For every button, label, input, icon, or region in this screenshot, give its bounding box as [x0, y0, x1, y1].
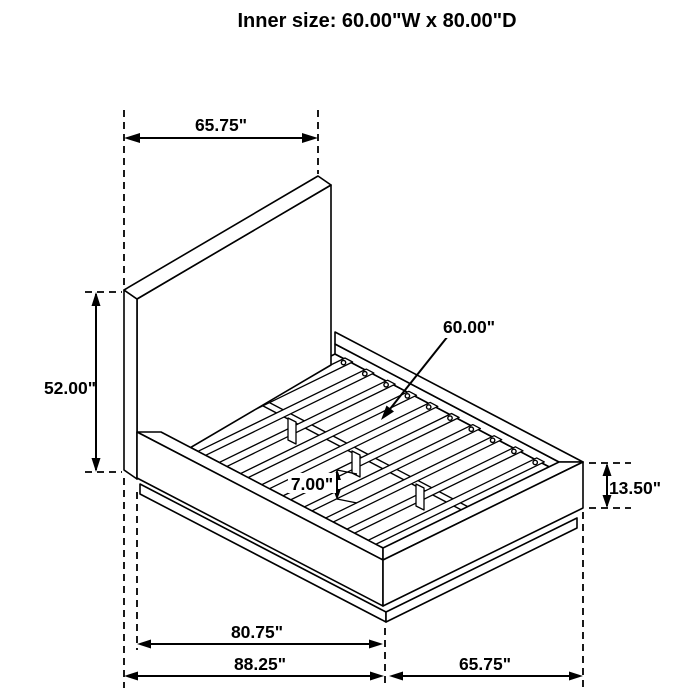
page-title: Inner size: 60.00"W x 80.00"D [237, 10, 517, 32]
dim-headboard-height [44, 292, 101, 472]
dim-footprint-width [389, 654, 583, 681]
dim-label-slat-length: 60.00" [442, 317, 496, 337]
dim-total-depth [124, 654, 384, 681]
dim-label-headboard-width: 65.75" [194, 115, 248, 135]
headboard-left-face [124, 290, 137, 479]
dim-label-total-depth: 88.25" [233, 654, 287, 674]
dim-label-platform-length: 80.75" [230, 622, 284, 642]
dim-label-side-rail-height: 13.50" [608, 478, 662, 498]
dim-label-footprint-width: 65.75" [458, 654, 512, 674]
dim-label-slat-spacing: 7.00" [290, 474, 334, 494]
dim-headboard-width [124, 115, 318, 143]
dim-side-rail-height [603, 463, 662, 508]
dim-label-headboard-height: 52.00" [43, 378, 97, 398]
dim-platform-length [137, 622, 383, 649]
